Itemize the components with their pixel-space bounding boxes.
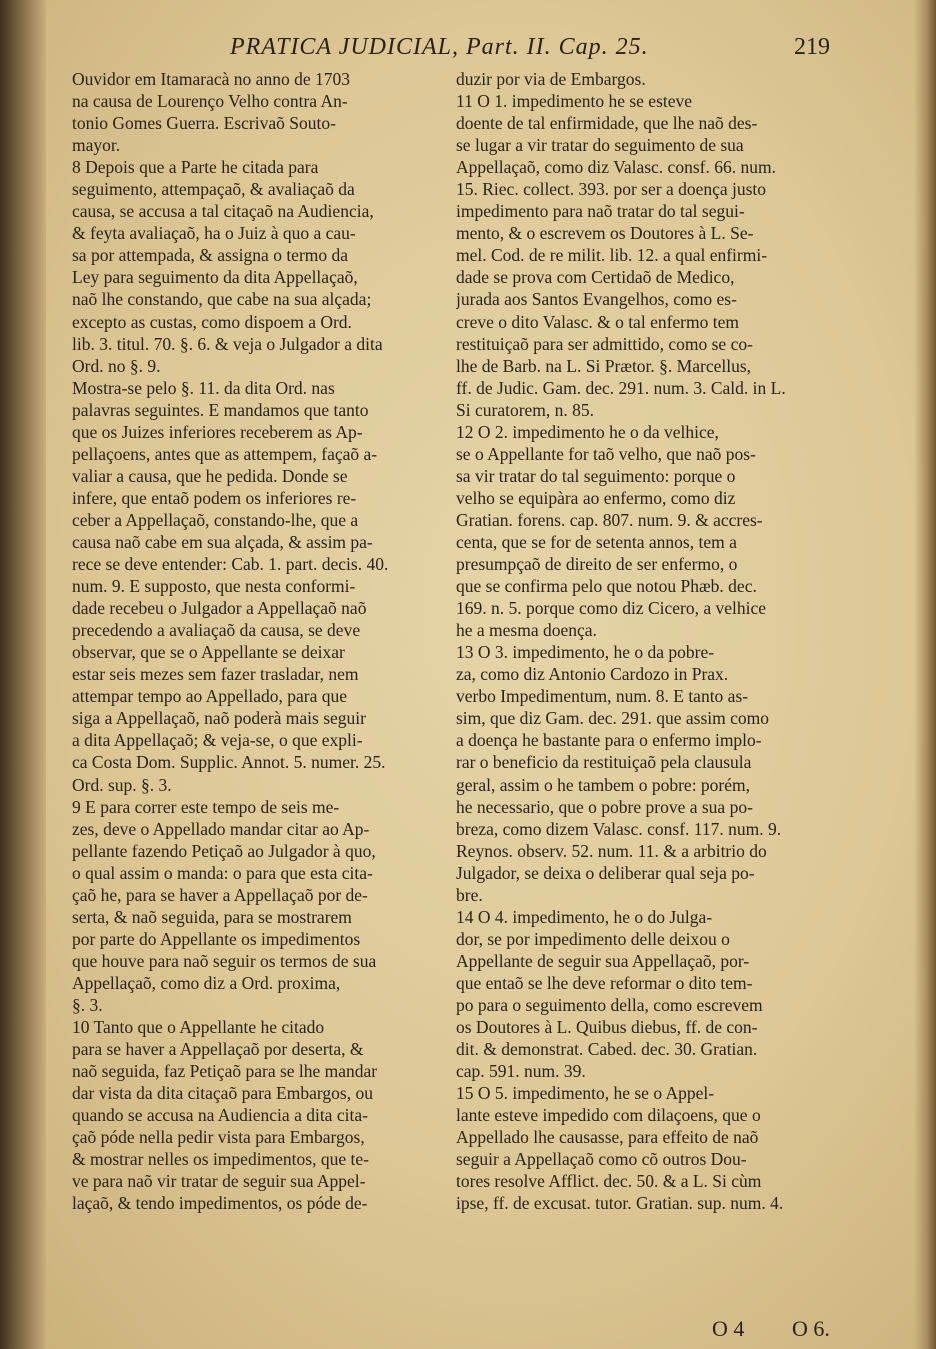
text-line: centa, que se for de setenta annos, tem a (456, 531, 737, 552)
binding-gutter (0, 0, 46, 1349)
left-column (72, 68, 452, 1214)
text-line: Ord. sup. §. 3. (72, 774, 172, 795)
text-line: 12 O 2. impedimento he o da velhice, (456, 421, 719, 442)
text-line: bre. (456, 884, 483, 905)
text-line: naõ seguida, faz Petiçaõ para se lhe mandar (72, 1061, 378, 1082)
text-line: sa vir tratar do tal seguimento: porque o (456, 465, 736, 486)
text-line: impedimento para naõ tratar do tal segui- (456, 201, 745, 222)
text-line: dade se prova com Certidaõ de Medico, (456, 267, 735, 288)
text-line: restituiçaõ para ser admittido, como se co- (456, 333, 753, 354)
text-line: mel. Cod. de re milit. lib. 12. a qual enfirmi- (456, 245, 768, 266)
text-line: he necessario, que o pobre prove a sua po- (456, 796, 753, 817)
text-line: lib. 3. titul. 70. §. 6. & veja o Julgador a dita (72, 333, 383, 354)
text-line: Reynos. observ. 52. num. 11. & a arbitrio do (456, 840, 767, 861)
text-line: dit. & demonstrat. Cabed. dec. 30. Gratian. (456, 1039, 758, 1060)
text-line: dor, se por impedimento delle deixou o (456, 928, 730, 949)
text-line: sa por attempada, & assigna o termo da (72, 245, 349, 266)
text-line: excepto as custas, como dispoem a Ord. (72, 311, 352, 332)
text-line: pellaçoens, antes que as attempem, façaõ a- (72, 443, 378, 464)
text-line: palavras seguintes. E mandamos que tanto (72, 399, 369, 420)
text-line: lante esteve impedido com dilaçoens, que o (456, 1105, 761, 1126)
text-line: Appellaçaõ, como diz Valasc. consf. 66. num. (456, 157, 776, 178)
text-line: & feyta avaliaçaõ, ha o Juiz à quo a cau- (72, 223, 356, 244)
text-line: Ley para seguimento da dita Appellaçaõ, (72, 267, 358, 288)
text-line: dar vista da dita citaçaõ para Embargos, ou (72, 1083, 373, 1104)
text-line: 169. n. 5. porque como diz Cicero, a velhice (456, 598, 767, 619)
text-line: que se confirma pelo que notou Phæb. dec. (456, 576, 757, 597)
page-number: 219 (794, 34, 830, 60)
text-line: rece se deve entender: Cab. 1. part. decis. 40. (72, 554, 389, 575)
text-line: ipse, ff. de excusat. tutor. Gratian. sup. num. 4. (456, 1193, 784, 1214)
text-line: geral, assim o he tambem o pobre: porém, (456, 774, 751, 795)
text-line: por parte do Appellante os impedimentos (72, 928, 361, 949)
text-line: he a mesma doença. (456, 620, 597, 641)
text-line: a dita Appellaçaõ; & veja-se, o que expli- (72, 730, 363, 751)
text-line: que entaõ se lhe deve reformar o dito tem- (456, 972, 753, 993)
text-line: tores resolve Afflict. dec. 50. & a L. Si cùm (456, 1171, 762, 1192)
text-line: o qual assim o manda: o para que esta cita- (72, 862, 373, 883)
text-line: verbo Impedimentum, num. 8. E tanto as- (456, 686, 749, 707)
text-line: na causa de Lourenço Velho contra An- (72, 91, 348, 112)
text-line: rar o beneficio da restituiçaõ pela clausula (456, 752, 752, 773)
text-line: 9 E para correr este tempo de seis me- (72, 796, 340, 817)
text-line: para se haver a Appellaçaõ por deserta, & (72, 1039, 364, 1060)
right-column (456, 68, 838, 1214)
text-line: presumpçaõ de direito de ser enfermo, o (456, 554, 738, 575)
text-line: mento, & o escrevem os Doutores à L. Se- (456, 223, 754, 244)
text-line: duzir por via de Embargos. (456, 69, 646, 89)
text-line: que os Juizes inferiores receberem as Ap- (72, 421, 363, 442)
text-line: se lugar a vir tratar do seguimento de sua (456, 135, 744, 156)
text-line: mayor. (72, 135, 121, 156)
text-line: Si curatorem, n. 85. (456, 399, 595, 420)
text-line: 11 O 1. impedimento he se esteve (456, 91, 693, 112)
text-line: siga a Appellaçaõ, naõ poderà mais seguir (72, 708, 366, 729)
text-line: zes, deve o Appellado mandar citar ao Ap- (72, 818, 370, 839)
text-line: po para o seguimento della, como escrevem (456, 994, 763, 1015)
running-title: PRATICA JUDICIAL, Part. II. Cap. 25. (230, 34, 649, 60)
text-line: valiar a causa, que he pedida. Donde se (72, 465, 348, 486)
text-line: breza, como dizem Valasc. consf. 117. num. 9. (456, 818, 782, 839)
text-line: 14 O 4. impedimento, he o do Julga- (456, 906, 713, 927)
text-line: Gratian. forens. cap. 807. num. 9. & accres- (456, 509, 763, 530)
text-line: attempar tempo ao Appellado, para que (72, 686, 348, 707)
catchword: O 6. (792, 1316, 830, 1341)
text-line: se o Appellante for taõ velho, que naõ pos- (456, 443, 756, 464)
text-line: dade recebeu o Julgador a Appellaçaõ naõ (72, 598, 367, 619)
text-line: çaõ póde nella pedir vista para Embargos, (72, 1127, 365, 1148)
text-line: ceber a Appellaçaõ, constando-lhe, que a (72, 509, 359, 530)
signature-mark: O 4 (712, 1316, 745, 1341)
text-line: 15 O 5. impedimento, he se o Appel- (456, 1083, 715, 1104)
text-line: 15. Riec. collect. 393. por ser a doença justo (456, 179, 767, 200)
text-line: Julgador, se deixa o deliberar qual seja po- (456, 862, 755, 883)
text-line: jurada aos Santos Evangelhos, como es- (456, 289, 737, 310)
text-line: & mostrar nelles os impedimentos, que te- (72, 1149, 369, 1170)
text-line: Appellaçaõ, como diz a Ord. proxima, (72, 972, 341, 993)
text-line: laçaõ, & tendo impedimentos, os póde de- (72, 1193, 368, 1214)
text-line: causa naõ cabe em sua alçada, & assim pa- (72, 531, 373, 552)
text-line: infere, que entaõ podem os inferiores re- (72, 487, 357, 508)
text-line: estar seis mezes sem fazer trasladar, nem (72, 664, 359, 685)
text-line: pellante fazendo Petiçaõ ao Julgador à quo, (72, 840, 376, 861)
text-line: observar, que se o Appellante se deixar (72, 642, 345, 663)
text-line: naõ lhe constando, que cabe na sua alçada; (72, 289, 372, 310)
text-line: Mostra-se pelo §. 11. da dita Ord. nas (72, 377, 335, 398)
text-line: §. 3. (72, 994, 103, 1015)
text-line: seguir a Appellaçaõ como cõ outros Dou- (456, 1149, 747, 1170)
text-line: creve o dito Valasc. & o tal enfermo tem (456, 311, 739, 332)
text-line: 13 O 3. impedimento, he o da pobre- (456, 642, 715, 663)
text-line: causa, se accusa a tal citaçaõ na Audiencia, (72, 201, 374, 222)
text-line: lhe de Barb. na L. Si Prætor. §. Marcellus, (456, 355, 752, 376)
text-line: tonio Gomes Guerra. Escrivaõ Souto- (72, 113, 336, 134)
text-line: num. 9. E supposto, que nesta conformi- (72, 576, 356, 597)
text-line: precedendo a avaliaçaõ da causa, se deve (72, 620, 361, 641)
text-line: velho se equipàra ao enfermo, como diz (456, 487, 736, 508)
text-line: seguimento, attempaçaõ, & avaliaçaõ da (72, 179, 355, 200)
text-line: Ouvidor em Itamaracà no anno de 1703 (72, 69, 350, 89)
text-line: çaõ he, para se haver a Appellaçaõ por de- (72, 884, 368, 905)
text-line: za, como diz Antonio Cardozo in Prax. (456, 664, 729, 685)
text-line: sim, que diz Gam. dec. 291. que assim como (456, 708, 769, 729)
text-line: serta, & naõ seguida, para se mostrarem (72, 906, 352, 927)
text-line: doente de tal enfirmidade, que lhe naõ des- (456, 113, 758, 134)
text-line: Appellante de seguir sua Appellaçaõ, por- (456, 950, 750, 971)
running-header (230, 34, 830, 66)
text-line: cap. 591. num. 39. (456, 1061, 586, 1082)
text-line: quando se accusa na Audiencia a dita cita- (72, 1105, 368, 1126)
text-line: os Doutores à L. Quibus diebus, ff. de con- (456, 1017, 758, 1038)
text-line: 8 Depois que a Parte he citada para (72, 157, 319, 178)
text-line: ff. de Judic. Gam. dec. 291. num. 3. Cald. in L. (456, 377, 786, 398)
page-edge (914, 0, 936, 1349)
text-line: Appellado lhe causasse, para effeito de naõ (456, 1127, 759, 1148)
text-line: a doença he bastante para o enfermo implo- (456, 730, 762, 751)
text-line: ca Costa Dom. Supplic. Annot. 5. numer. 25. (72, 752, 386, 773)
text-line: que houve para naõ seguir os termos de sua (72, 950, 377, 971)
text-line: 10 Tanto que o Appellante he citado (72, 1017, 325, 1038)
text-line: ve para naõ vir tratar de seguir sua Appel- (72, 1171, 366, 1192)
text-line: Ord. no §. 9. (72, 355, 161, 376)
